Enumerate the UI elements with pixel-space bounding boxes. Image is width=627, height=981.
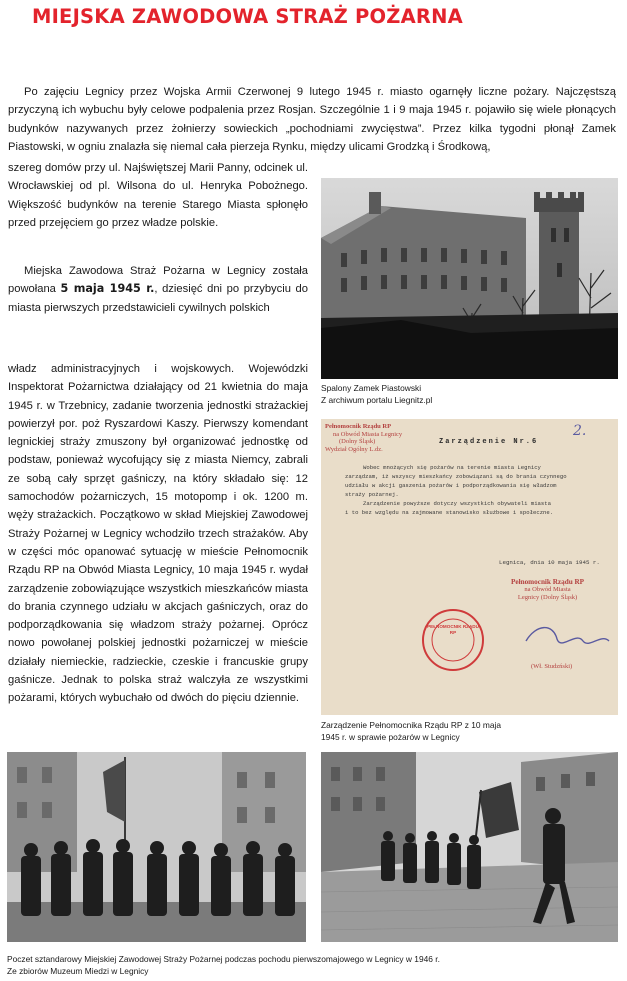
doc-header-ref: Wydział Ogólny L.dz. [325, 445, 383, 453]
castle-caption-line-1: Spalony Zamek Piastowski [321, 383, 422, 393]
article-paragraph-3: władz administracyjnych i wojskowych. Wojewódzki Inspektorat Pożarnictwa działający od 21 kwietnia do maja 1945 r. w Trzebnicy, zadanie tworzenia jednostki strażackiej powierzył por. poż Ryszardowi Kaszy. Pierwszy komendant legnickiej straży zmuszony był organizować jednostkę od podstaw, ponieważ wycofujący się z miasta Niemcy, zabrali ze sobą cały sprzęt gaśniczy, na który składało się: 12 samochodów pożarniczych, 15 motopomp i ok. 1200 m. węży strażackich. Początkowo w skład Miejskiej Zawodowej Straży Pożarnej w Legnicy wchodziło trzech strażaków. Aby w części móc opanować sytuację w mieście Pełnomocnik Rządu RP na Obwód Miasta Legnicy, 10 maja 1945 r. wydał zarządzenie zobowiązujące wszystkich mieszkańców miasta do brania czynnego udziału w akcjach gaśniczych, oraz do podporządkowania się władzom straży pożarnej. Oprócz nowo powołanej polskiej jednostki pożarniczej w mieście działały niemieckie, radzieckie, czeskie i francuskie grupy gaśnicze. Jednak to polska straż walczyła ze wszystkimi pożarami, których wybuchało od dwóch do pięciu dziennie. [8, 363, 308, 705]
paragraph-2-text-start: Miejska Zawodowa Straż Pożarna w Legnicy została powołana [8, 265, 308, 296]
doc-body-line-2: zarządzam, iż wszyscy mieszkańcy zobowiązani są do brania czynnego [345, 473, 567, 480]
doc-body-line-6: i to bez względu na zajmowane stanowisko służbowe i społeczne. [345, 509, 554, 516]
doc-sign-line-3: Legnicy (Dolny Śląsk) [517, 593, 578, 601]
founding-date: 5 maja 1945 r. [60, 282, 155, 296]
castle-caption-line-2: Z archiwum portalu Liegnitz.pl [321, 394, 433, 405]
castle-photo [321, 178, 618, 379]
doc-body-line-3: udziału w akcji gaszenia pożarów i podporządkowania się władzom [345, 482, 557, 489]
doc-stamp-text: PEŁNOMOCNIK RZĄDU RP [427, 624, 479, 635]
doc-header-sub1: na Obwód Miasta Legnicy [333, 430, 403, 438]
firemen-march-photo [321, 752, 618, 942]
article-paragraph-1: Po zajęciu Legnicy przez Wojska Armii Czerwonej 9 lutego 1945 r. miasto ogarnęły liczne pożary. Najczęstszą przyczyną ich wybuchu były celowe podpalenia przez Rosjan. Szczególnie 1 i 9 maja 1945 r. pojawiło się wiele płonących budynków nazywanych przez żołnierzy sowieckich „pochodniami zwycięstwa”. Przez kilka tygodni płonął Zamek Piastowski, w ogniu znalazła się niemal cała pierzeja Rynku, między ulicami Grodzką i Środkową, [8, 86, 616, 153]
doc-body-line-4: straży pożarnej. [345, 491, 399, 498]
doc-sign-line-2: na Obwód Miasta [524, 586, 571, 594]
doc-header-sub2: (Dolny Śląsk) [339, 438, 376, 445]
article-paragraph-1-continued: szereg domów przy ul. Najświętszej Marii Panny, odcinek ul. Wrocławskiej od pl. Wilsona do ul. Henryka Pobożnego. Większość budynków na terenie Starego Miasta spłonęło przed przejęciem go przez władze polskie. [8, 162, 308, 229]
castle-photo-caption [321, 383, 618, 406]
page-title: MIEJSKA ZAWODOWA STRAŻ POŻARNA [32, 5, 463, 28]
doc-heading: Zarządzenie Nr.6 [439, 438, 539, 446]
bottom-caption-line-2: Ze zbiorów Muzeum Miedzi w Legnicy [7, 965, 149, 976]
decree-document-image [321, 419, 618, 715]
decree-image-caption [321, 720, 618, 743]
bottom-photos-caption [7, 954, 617, 977]
doc-signer: (Wł. Studzński) [531, 663, 573, 670]
doc-body-line-1: Wobec mnożących się pożarów na terenie miasta Legnicy [363, 464, 541, 471]
doc-date: Legnica, dnia 10 maja 1945 r. [499, 559, 600, 566]
doc-corner-mark: 2. [573, 423, 587, 439]
article-paragraph-2 [8, 262, 308, 317]
paragraph-2-text-end: , dziesięć dni po przybyciu do miasta pierwszych przedstawicieli cywilnych polskich [8, 283, 308, 314]
bottom-caption-line-1: Poczet sztandarowy Miejskiej Zawodowej Straży Pożarnej podczas pochodu pierwszomajowego w Legnicy w 1946 r. [7, 954, 440, 964]
doc-caption-line-1: Zarządzenie Pełnomocnika Rządu RP z 10 maja [321, 720, 502, 730]
doc-sign-line-1: Pełnomocnik Rządu RP [511, 578, 585, 586]
doc-header-office: Pełnomocnik Rządu RP [325, 423, 392, 430]
doc-body-line-5: Zarządzenie powyższe dotyczy wszystkich obywateli miasta [363, 500, 551, 507]
firemen-group-photo [7, 752, 306, 942]
doc-caption-line-2: 1945 r. w sprawie pożarów w Legnicy [321, 731, 460, 742]
